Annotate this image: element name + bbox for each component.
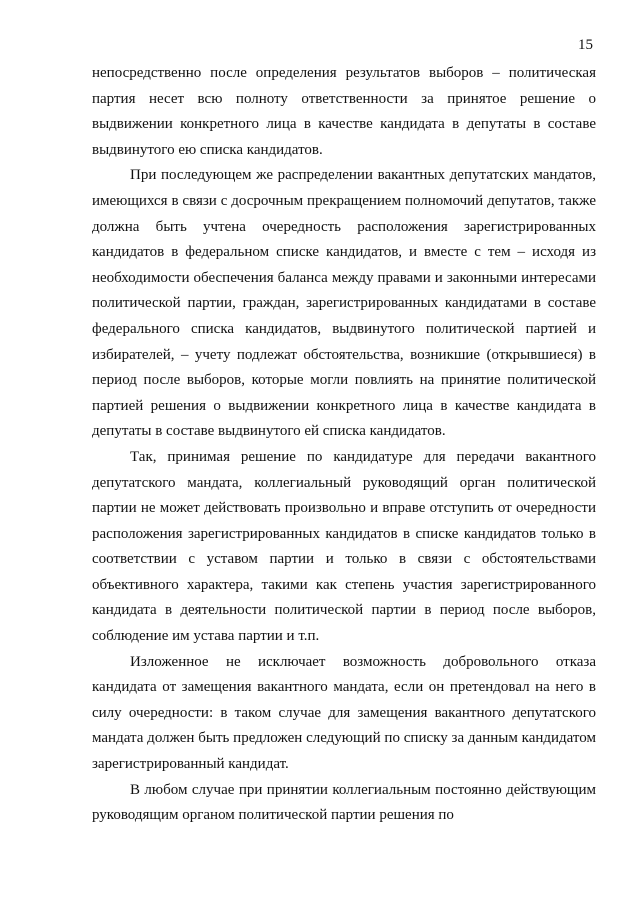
paragraph-3-candidate-decision: Так, принимая решение по кандидатуре для передачи вакантного депутатского мандата, коллегиальный руководящий орган политической партии не может действовать произвольно и вправе отступить от очередности расположения зарегистрированных кандидатов в списке кандидатов только в соответствии с уставом партии и только в связи с обстоятельствами объективного характера, такими как степень участия зарегистрированного кандидата в деятельности политической партии в период после выборов, соблюдение им устава партии и т.п. (92, 448, 596, 645)
paragraph-2-vacant-mandates: При последующем же распределении вакантных депутатских мандатов, имеющихся в связи с досрочным прекращением полномочий депутатов, также должна быть учтена очередность расположения зарегистрированных кандидатов в федеральном списке кандидатов, и вместе с тем – исходя из необходимости обеспечения баланса между правами и законными интересами политической партии, граждан, зарегистрированных кандидатами в составе федерального списка кандидатов, выдвинутого политической партией и избирателей, – учету подлежат обстоятельства, возникшие (открывшиеся) в период после выборов, которые могли повлиять на принятие политической партией решения о выдвижении конкретного лица в качестве кандидата в депутаты в составе выдвинутого ей списка кандидатов. (92, 167, 596, 440)
paragraph-1-continuation: непосредственно после определения результатов выборов – политическая партия несет всю полноту ответственности за принятое решение о выдвижении конкретного лица в качестве кандидата в депутаты в составе выдвинутого ею списка кандидатов. (92, 65, 596, 158)
paragraph-4-voluntary-refusal: Изложенное не исключает возможность добровольного отказа кандидата от замещения вакантного мандата, если он претендовал на него в силу очередности: в таком случае для замещения вакантного депутатского мандата должен быть предложен следующий по списку за данным кандидатом зарегистрированный кандидат. (92, 653, 596, 773)
paragraph-5-partial: В любом случае при принятии коллегиальным постоянно действующим руководящим органом политической партии решения по (92, 781, 596, 824)
page-number: 15 (578, 37, 593, 53)
document-body (92, 61, 596, 829)
